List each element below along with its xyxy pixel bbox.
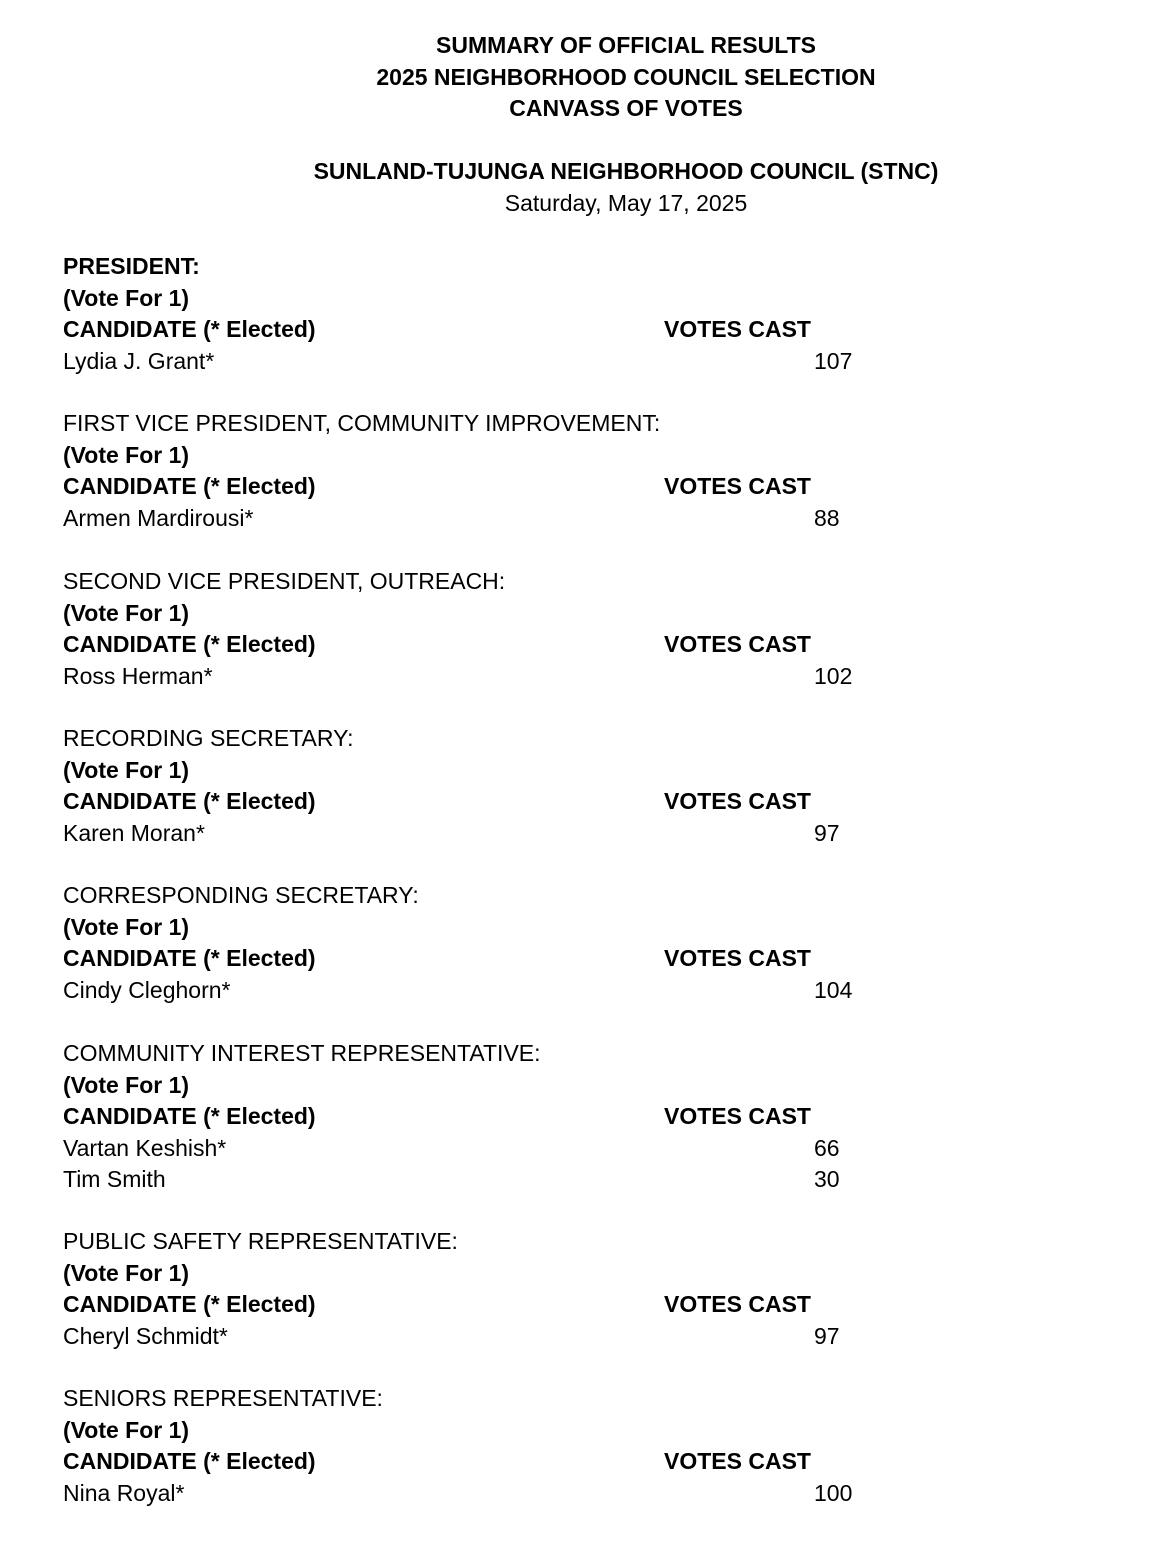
candidate-column-header: CANDIDATE (* Elected) xyxy=(63,1291,316,1317)
vote-count: 88 xyxy=(814,504,840,531)
votes-column-header: VOTES CAST xyxy=(664,316,811,342)
candidate-name: Karen Moran* xyxy=(63,819,205,846)
vote-count: 104 xyxy=(814,976,853,1003)
candidate-name: Armen Mardirousi* xyxy=(63,504,254,531)
race-section xyxy=(63,880,963,1006)
race-section xyxy=(63,408,963,534)
candidate-row xyxy=(63,1133,963,1165)
candidate-column-header: CANDIDATE (* Elected) xyxy=(63,1448,316,1474)
candidate-name: Cindy Cleghorn* xyxy=(63,976,231,1003)
column-header-row xyxy=(63,1446,963,1478)
document-subtitle: 2025 NEIGHBORHOOD COUNCIL SELECTION xyxy=(376,64,876,90)
candidate-column-header: CANDIDATE (* Elected) xyxy=(63,316,316,342)
vote-for-label: (Vote For 1) xyxy=(63,1259,190,1286)
candidate-name: Cheryl Schmidt* xyxy=(63,1322,228,1349)
race-section xyxy=(63,1383,963,1509)
column-header-row xyxy=(63,1289,963,1321)
race-title: PUBLIC SAFETY REPRESENTATIVE: xyxy=(63,1228,458,1254)
candidate-row xyxy=(63,346,963,378)
column-header-row xyxy=(63,786,963,818)
votes-column-header: VOTES CAST xyxy=(664,945,811,971)
candidate-row xyxy=(63,1321,963,1353)
race-title: FIRST VICE PRESIDENT, COMMUNITY IMPROVEMENT: xyxy=(63,410,661,436)
vote-count: 97 xyxy=(814,1322,840,1349)
votes-column-header: VOTES CAST xyxy=(664,788,811,814)
candidate-row xyxy=(63,975,963,1007)
race-title: SENIORS REPRESENTATIVE: xyxy=(63,1385,383,1411)
race-title: PRESIDENT: xyxy=(63,253,200,279)
vote-count: 97 xyxy=(814,819,840,846)
vote-for-label: (Vote For 1) xyxy=(63,1071,190,1098)
vote-count: 100 xyxy=(814,1479,853,1506)
vote-count: 102 xyxy=(814,662,853,689)
column-header-row xyxy=(63,629,963,661)
race-title: COMMUNITY INTEREST REPRESENTATIVE: xyxy=(63,1040,541,1066)
race-section xyxy=(63,723,963,849)
column-header-row xyxy=(63,1101,963,1133)
column-header-row xyxy=(63,314,963,346)
candidate-name: Lydia J. Grant* xyxy=(63,347,215,374)
votes-column-header: VOTES CAST xyxy=(664,631,811,657)
votes-column-header: VOTES CAST xyxy=(664,1103,811,1129)
election-date: Saturday, May 17, 2025 xyxy=(504,190,748,216)
candidate-name: Vartan Keshish* xyxy=(63,1134,227,1161)
candidate-row xyxy=(63,1164,963,1196)
vote-for-label: (Vote For 1) xyxy=(63,756,190,783)
race-title: CORRESPONDING SECRETARY: xyxy=(63,882,419,908)
race-title: SECOND VICE PRESIDENT, OUTREACH: xyxy=(63,568,506,594)
vote-for-label: (Vote For 1) xyxy=(63,1416,190,1443)
candidate-name: Tim Smith xyxy=(63,1166,166,1192)
race-section xyxy=(63,251,963,377)
votes-column-header: VOTES CAST xyxy=(664,473,811,499)
column-header-row xyxy=(63,943,963,975)
candidate-column-header: CANDIDATE (* Elected) xyxy=(63,631,316,657)
race-section xyxy=(63,566,963,692)
vote-for-label: (Vote For 1) xyxy=(63,441,190,468)
candidate-name: Ross Herman* xyxy=(63,662,213,689)
race-title: RECORDING SECRETARY: xyxy=(63,725,354,751)
vote-for-label: (Vote For 1) xyxy=(63,284,190,311)
race-section xyxy=(63,1226,963,1352)
vote-count: 107 xyxy=(814,347,853,374)
candidate-column-header: CANDIDATE (* Elected) xyxy=(63,473,316,499)
council-name: SUNLAND-TUJUNGA NEIGHBORHOOD COUNCIL (STNC) xyxy=(313,158,939,184)
vote-for-label: (Vote For 1) xyxy=(63,913,190,940)
race-section xyxy=(63,1038,963,1196)
votes-column-header: VOTES CAST xyxy=(664,1448,811,1474)
votes-column-header: VOTES CAST xyxy=(664,1291,811,1317)
document-subtitle-2: CANVASS OF VOTES xyxy=(509,95,743,121)
vote-count: 66 xyxy=(814,1134,840,1161)
candidate-row xyxy=(63,1478,963,1510)
candidate-row xyxy=(63,661,963,693)
candidate-column-header: CANDIDATE (* Elected) xyxy=(63,1103,316,1129)
candidate-name: Nina Royal* xyxy=(63,1479,185,1506)
column-header-row xyxy=(63,471,963,503)
vote-for-label: (Vote For 1) xyxy=(63,599,190,626)
candidate-column-header: CANDIDATE (* Elected) xyxy=(63,945,316,971)
document-title: SUMMARY OF OFFICIAL RESULTS xyxy=(436,32,816,58)
candidate-row xyxy=(63,503,963,535)
candidate-column-header: CANDIDATE (* Elected) xyxy=(63,788,316,814)
vote-count: 30 xyxy=(814,1166,840,1192)
candidate-row xyxy=(63,818,963,850)
